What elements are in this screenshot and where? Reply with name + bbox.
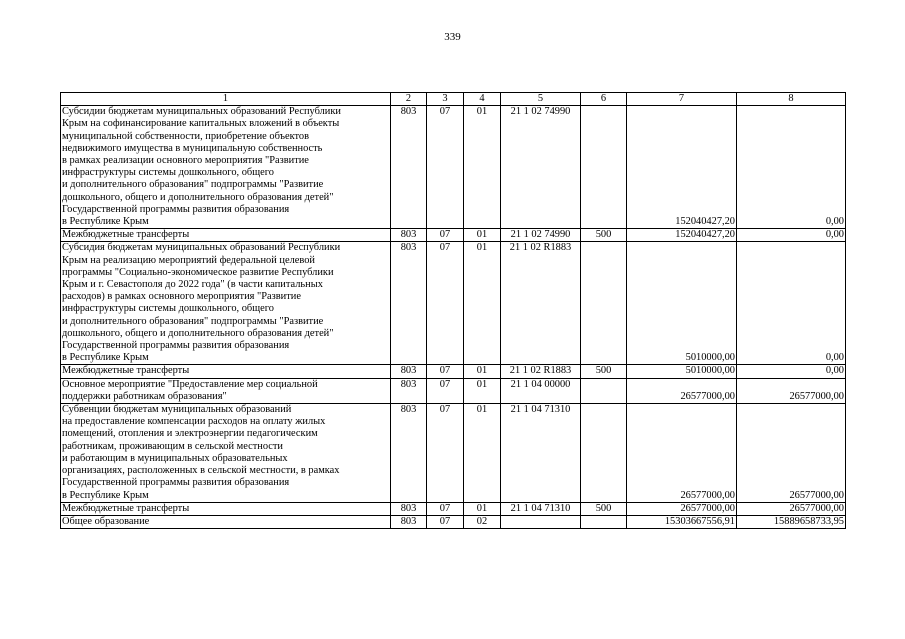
row-amount-8: 0,00 <box>737 106 846 229</box>
row-code-3: 07 <box>427 502 464 515</box>
row-amount-7: 152040427,20 <box>627 106 737 229</box>
row-code-2: 803 <box>391 404 427 503</box>
row-code-4: 01 <box>464 106 501 229</box>
row-code-2: 803 <box>391 242 427 365</box>
table-row <box>61 378 846 403</box>
table-row <box>61 515 846 528</box>
row-code-3: 07 <box>427 106 464 229</box>
row-code-5: 21 1 02 74990 <box>501 229 581 242</box>
row-code-3: 07 <box>427 515 464 528</box>
row-code-6 <box>581 404 627 503</box>
row-code-2: 803 <box>391 365 427 378</box>
row-code-5: 21 1 04 71310 <box>501 404 581 503</box>
row-code-5: 21 1 02 R1883 <box>501 365 581 378</box>
row-description: Субсидия бюджетам муниципальных образований Республики Крым на реализацию мероприятий федеральной целевой программы "Социально-экономическое развитие Республики Крым и г. Севастополя до 2022 года" (в части капитальных расходов) в рамках основного мероприятия "Развитие инфраструктуры системы дошкольного, общего и дополнительного образования" подпрограммы "Развитие дошкольного, общего и дополнительного образования детей" Государственной программы развития образования в Республике Крым <box>61 242 391 365</box>
header-cell: 7 <box>627 93 737 106</box>
row-code-6: 500 <box>581 502 627 515</box>
row-amount-8: 15889658733,95 <box>737 515 846 528</box>
row-description: Межбюджетные трансферты <box>61 502 391 515</box>
page-number: 339 <box>444 31 461 43</box>
header-cell: 5 <box>501 93 581 106</box>
row-amount-8: 26577000,00 <box>737 404 846 503</box>
header-cell: 4 <box>464 93 501 106</box>
header-cell: 2 <box>391 93 427 106</box>
row-code-6 <box>581 378 627 403</box>
row-code-3: 07 <box>427 404 464 503</box>
table-row <box>61 229 846 242</box>
row-code-3: 07 <box>427 242 464 365</box>
row-code-4: 01 <box>464 404 501 503</box>
row-code-2: 803 <box>391 378 427 403</box>
row-amount-8: 26577000,00 <box>737 378 846 403</box>
table-row <box>61 404 846 503</box>
row-code-2: 803 <box>391 106 427 229</box>
row-code-4: 01 <box>464 502 501 515</box>
row-code-4: 01 <box>464 242 501 365</box>
row-code-6: 500 <box>581 365 627 378</box>
row-code-5: 21 1 02 R1883 <box>501 242 581 365</box>
row-amount-7: 5010000,00 <box>627 242 737 365</box>
table-row <box>61 106 846 229</box>
row-description: Основное мероприятие "Предоставление мер социальной поддержки работникам образования" <box>61 378 391 403</box>
row-amount-8: 0,00 <box>737 229 846 242</box>
row-amount-8: 0,00 <box>737 242 846 365</box>
row-description: Субвенции бюджетам муниципальных образований на предоставление компенсации расходов на оплату жилых помещений, отопления и электроэнергии педагогическим работникам, проживающим в сельской местности и работающим в муниципальных образовательных организациях, расположенных в сельской местности, в рамках Государственной программы развития образования в Республике Крым <box>61 404 391 503</box>
header-cell: 6 <box>581 93 627 106</box>
row-amount-8: 0,00 <box>737 365 846 378</box>
row-amount-8: 26577000,00 <box>737 502 846 515</box>
row-code-4: 01 <box>464 229 501 242</box>
table-row <box>61 365 846 378</box>
row-description: Субсидии бюджетам муниципальных образований Республики Крым на софинансирование капитальных вложений в объекты муниципальной собственности, приобретение объектов недвижимого имущества в муниципальную собственность в рамках реализации основного мероприятия "Развитие инфраструктуры системы дошкольного, общего и дополнительного образования" подпрограммы "Развитие дошкольного, общего и дополнительного образования детей" Государственной программы развития образования в Республике Крым <box>61 106 391 229</box>
row-code-6 <box>581 515 627 528</box>
row-code-2: 803 <box>391 229 427 242</box>
row-code-5: 21 1 04 71310 <box>501 502 581 515</box>
table-header-row <box>61 93 846 106</box>
row-amount-7: 26577000,00 <box>627 502 737 515</box>
budget-table <box>60 92 846 529</box>
row-amount-7: 26577000,00 <box>627 404 737 503</box>
row-description: Межбюджетные трансферты <box>61 229 391 242</box>
row-amount-7: 152040427,20 <box>627 229 737 242</box>
row-amount-7: 26577000,00 <box>627 378 737 403</box>
row-code-3: 07 <box>427 378 464 403</box>
row-code-4: 01 <box>464 378 501 403</box>
row-amount-7: 5010000,00 <box>627 365 737 378</box>
row-amount-7: 15303667556,91 <box>627 515 737 528</box>
row-code-6: 500 <box>581 229 627 242</box>
row-code-3: 07 <box>427 229 464 242</box>
row-code-5: 21 1 02 74990 <box>501 106 581 229</box>
table-row <box>61 502 846 515</box>
header-cell: 1 <box>61 93 391 106</box>
row-code-4: 01 <box>464 365 501 378</box>
row-code-2: 803 <box>391 515 427 528</box>
row-code-6 <box>581 242 627 365</box>
row-description: Общее образование <box>61 515 391 528</box>
header-cell: 3 <box>427 93 464 106</box>
row-code-6 <box>581 106 627 229</box>
row-code-2: 803 <box>391 502 427 515</box>
row-code-5 <box>501 515 581 528</box>
row-code-3: 07 <box>427 365 464 378</box>
header-cell: 8 <box>737 93 846 106</box>
row-code-5: 21 1 04 00000 <box>501 378 581 403</box>
row-description: Межбюджетные трансферты <box>61 365 391 378</box>
row-code-4: 02 <box>464 515 501 528</box>
table-row <box>61 242 846 365</box>
